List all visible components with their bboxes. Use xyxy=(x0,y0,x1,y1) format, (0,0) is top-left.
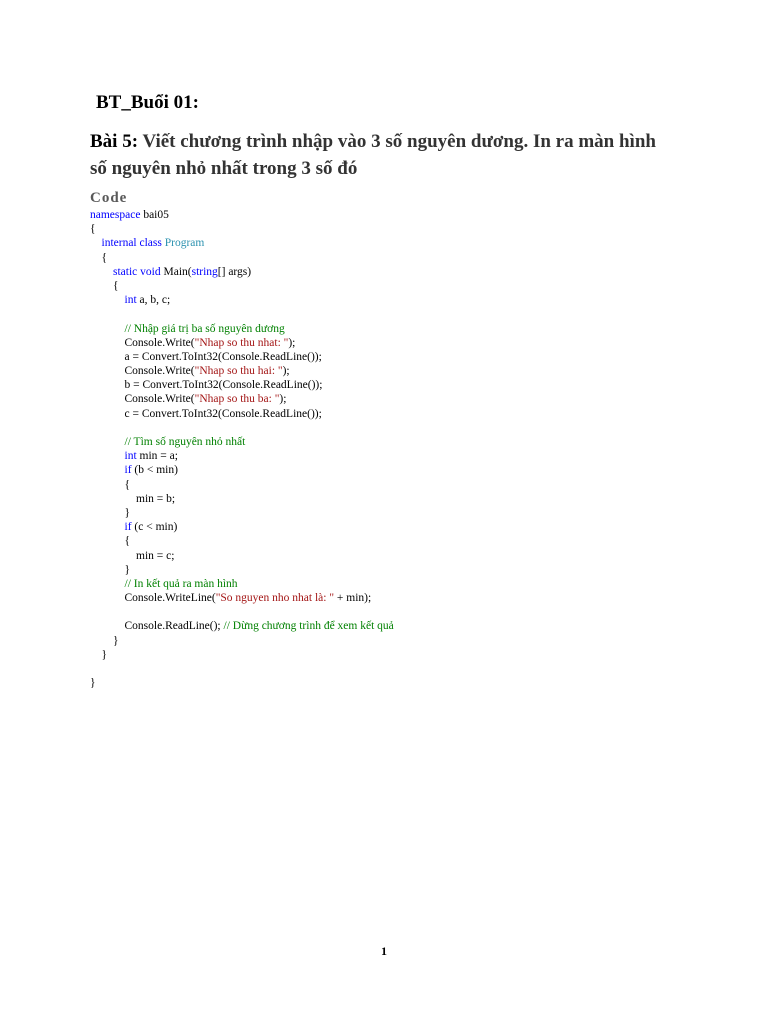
code-token: } xyxy=(90,506,131,519)
code-token: bai05 xyxy=(140,209,169,221)
code-line xyxy=(90,619,394,633)
code-token: string xyxy=(191,265,218,278)
code-token xyxy=(90,323,125,335)
code-token: "So nguyen nho nhat là: " xyxy=(215,592,335,605)
code-token xyxy=(90,266,113,278)
code-token xyxy=(90,464,125,476)
code-line xyxy=(90,392,394,406)
code-token: { xyxy=(90,251,108,264)
code-token xyxy=(90,578,125,590)
code-token xyxy=(90,521,125,533)
code-line xyxy=(90,534,394,548)
code-token: (b < min) xyxy=(131,464,178,477)
code-line xyxy=(90,662,394,676)
code-token: // Dừng chương trình để xem kết quả xyxy=(223,620,394,633)
code-token: internal xyxy=(101,237,137,250)
code-line xyxy=(90,478,394,492)
code-token: if xyxy=(124,464,132,477)
code-line xyxy=(90,506,394,520)
code-line xyxy=(90,492,394,506)
code-token: // In kết quả ra màn hình xyxy=(124,577,238,590)
code-token xyxy=(90,237,102,249)
code-block xyxy=(90,208,394,690)
code-token: Console.Write( xyxy=(90,393,195,406)
code-token: "Nhap so thu hai: " xyxy=(194,365,283,378)
code-line xyxy=(90,350,394,364)
code-token: (c < min) xyxy=(131,521,178,534)
code-token: + min); xyxy=(334,592,372,605)
code-line xyxy=(90,208,394,222)
code-line xyxy=(90,251,394,265)
code-line xyxy=(90,364,394,378)
code-token: if xyxy=(124,521,132,534)
code-token: class xyxy=(139,237,162,250)
code-line xyxy=(90,407,394,421)
code-token: { xyxy=(90,223,96,236)
code-token xyxy=(90,294,125,306)
code-token: Program xyxy=(164,237,205,250)
code-token: Console.ReadLine(); xyxy=(90,620,224,633)
code-line xyxy=(90,449,394,463)
code-line xyxy=(90,279,394,293)
code-token: { xyxy=(90,535,131,548)
code-token: } xyxy=(90,677,96,690)
code-line xyxy=(90,421,394,435)
code-token: ); xyxy=(279,393,287,406)
page-number: 1 xyxy=(381,944,387,958)
document-title: BT_Buổi 01: xyxy=(96,92,199,113)
code-line xyxy=(90,676,394,690)
code-line xyxy=(90,336,394,350)
code-line xyxy=(90,563,394,577)
code-token: int xyxy=(124,294,137,307)
code-line xyxy=(90,605,394,619)
problem-statement xyxy=(90,128,670,182)
code-token: a, b, c; xyxy=(136,294,171,307)
code-token: [] args) xyxy=(217,265,252,278)
code-line xyxy=(90,634,394,648)
code-token: } xyxy=(90,648,108,661)
code-token: } xyxy=(90,563,131,576)
code-line xyxy=(90,307,394,321)
code-token xyxy=(90,450,125,462)
code-token: "Nhap so thu nhat: " xyxy=(194,336,289,349)
code-line xyxy=(90,648,394,662)
code-token: "Nhap so thu ba: " xyxy=(194,393,280,406)
code-token: } xyxy=(90,634,119,647)
code-line xyxy=(90,322,394,336)
code-token: c = Convert.ToInt32(Console.ReadLine()); xyxy=(90,407,322,420)
code-token: Main( xyxy=(160,265,192,278)
code-line xyxy=(90,591,394,605)
code-token: // Tìm số nguyên nhỏ nhất xyxy=(124,436,246,448)
code-token: { xyxy=(90,279,119,292)
code-token: { xyxy=(90,478,131,491)
code-line xyxy=(90,378,394,392)
code-token: Console.Write( xyxy=(90,336,195,349)
code-line xyxy=(90,463,394,477)
code-line xyxy=(90,520,394,534)
code-token: int xyxy=(124,450,137,463)
code-token: min = a; xyxy=(136,450,178,463)
code-token: ); xyxy=(282,365,290,378)
code-token: ); xyxy=(288,336,296,349)
code-line xyxy=(90,577,394,591)
code-line xyxy=(90,222,394,236)
code-token: Console.Write( xyxy=(90,365,195,378)
code-token xyxy=(90,436,125,448)
code-line xyxy=(90,293,394,307)
problem-text: Viết chương trình nhập vào 3 số nguyên dương. In ra màn hình số nguyên nhỏ nhất trong 3 số đó xyxy=(90,131,656,179)
code-token: a = Convert.ToInt32(Console.ReadLine()); xyxy=(90,350,322,363)
problem-label: Bài 5: xyxy=(90,131,139,152)
code-line xyxy=(90,435,394,449)
code-token: namespace xyxy=(90,209,141,221)
code-line xyxy=(90,549,394,563)
code-token: // Nhập giá trị ba số nguyên dương xyxy=(124,322,285,335)
code-line xyxy=(90,265,394,279)
code-token: min = c; xyxy=(90,549,175,562)
code-line xyxy=(90,236,394,250)
code-token: min = b; xyxy=(90,492,176,505)
code-token: b = Convert.ToInt32(Console.ReadLine()); xyxy=(90,379,323,392)
code-token: static xyxy=(113,265,138,278)
code-token: Console.WriteLine( xyxy=(90,592,216,605)
code-token: void xyxy=(140,265,161,278)
code-heading: Code xyxy=(90,190,128,206)
